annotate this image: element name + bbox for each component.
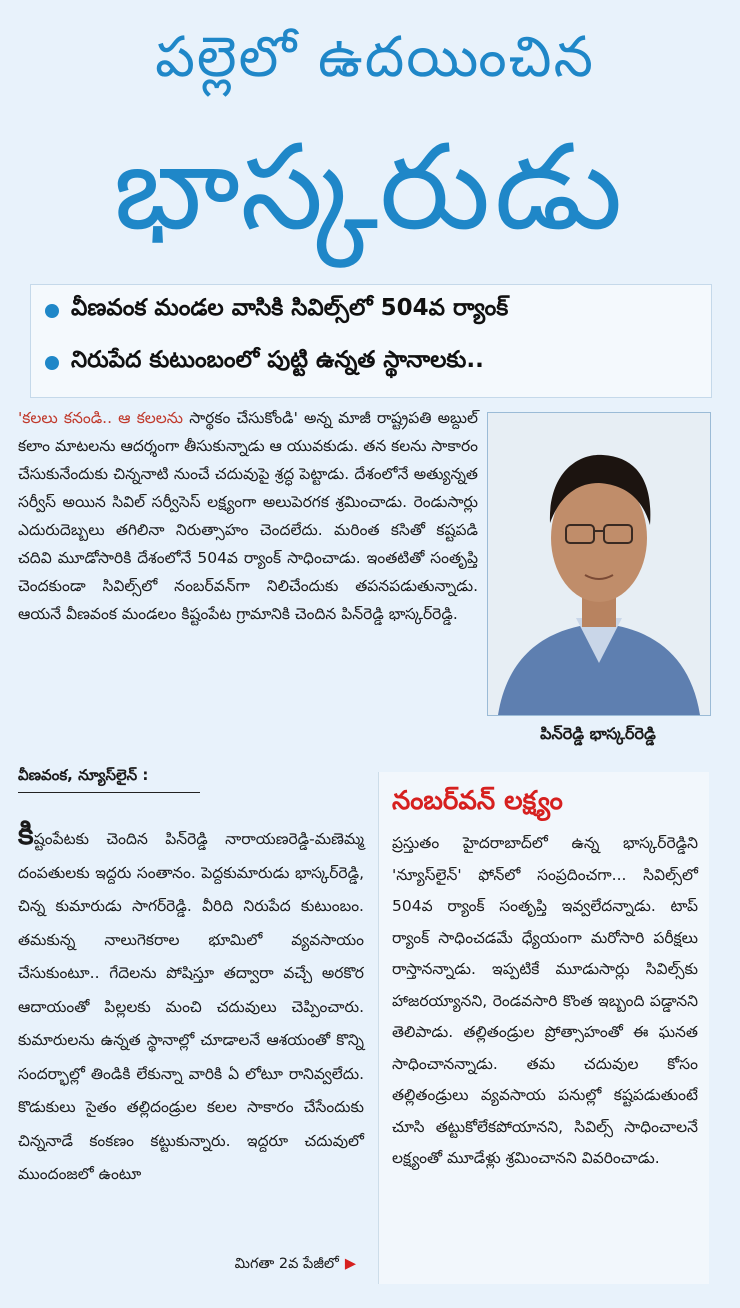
headline-line-1: పల్లెలో ఉదయించిన xyxy=(155,25,595,90)
body-left-text: ష్టంపేటకు చెందిన పిన్‌రెడ్డి నారాయణరెడ్డి-మణెమ్మ దంపతులకు ఇద్దరు సంతానం. పెద్దకుమారుడు భాస్కర్‌రెడ్డి, చిన్న కుమారుడు సాగర్‌రెడ్డి. వీరిది నిరుపేద కుటుంబం. తమకున్న నాలుగెకరాల భూమిలో వ్యవసాయం చేసుకుంటూ.. గేదెలను పోషిస్తూ తద్వారా వచ్చే అరకొర ఆదాయంతో పిల్లలకు మంచి చదువులు చెప్పించారు. కుమారులను ఉన్నత స్థానాల్లో చూడాలనే ఆశయంతో కొన్ని సందర్భాల్లో తిండికి లేకున్నా వారికి ఏ లోటూ రానివ్వలేదు. కొడుకులు సైతం తల్లిదండ్రుల కలల సాకారం చేసేందుకు చిన్ననాడే కంకణం కట్టుకున్నారు. ఇద్దరూ చదువులో ముందంజలో ఉంటూ xyxy=(18,830,364,1183)
sidebar-title: నంబర్‌వన్ లక్ష్యం xyxy=(392,786,563,816)
play-arrow-icon: ▶ xyxy=(344,1256,356,1272)
highlights-box xyxy=(30,284,712,398)
dateline: వీణవంక, న్యూస్‌లైన్ : xyxy=(18,766,200,793)
intro-quote: 'కలలు కనండి.. ఆ కలలను xyxy=(18,409,184,427)
bullet-dot-icon xyxy=(45,356,59,370)
sidebar-text: ప్రస్తుతం హైదరాబాద్‌లో ఉన్న భాస్కర్‌రెడ్డిని 'న్యూస్‌లైన్' ఫోన్‌లో సంప్రదించగా... సివిల్స్‌లో 504వ ర్యాంక్ సంతృప్తి ఇవ్వలేదన్నాడు. టాప్ ర్యాంక్ సాధించడమే ధ్యేయంగా మరోసారి పరీక్షలు రాస్తానన్నాడు. ఇప్పటికే మూడుసార్లు సివిల్స్‌కు హాజరయ్యానని, రెండవసారి కొంత ఇబ్బంది పడ్డానని తెలిపాడు. తల్లితండ్రుల ప్రోత్సాహంతో ఈ ఘనత సాధించానన్నాడు. తమ చదువుల కోసం తల్లితండ్రులు వ్యవసాయ పనుల్లో కష్టపడుతుంటే చూసి తట్టుకోలేకపోయానని, సివిల్స్ సాధించాలనే లక్ష్యంతో మూడేళ్లు శ్రమించానని వివరించాడు. xyxy=(392,834,698,1167)
highlight-item xyxy=(31,285,711,337)
headline-line-2: భాస్కరుడు xyxy=(113,118,627,256)
continue-link[interactable] xyxy=(180,1256,356,1276)
intro-text: సార్థకం చేసుకోండి' అన్న మాజీ రాష్ట్రపతి అబ్దుల్ కలాం మాటలను ఆదర్శంగా తీసుకున్నాడు ఆ యువకుడు. తన కలను సాకారం చేసుకునేందుకు చిన్ననాటి నుంచే చదువుపై శ్రద్ధ పెట్టాడు. దేశంలోనే అత్యున్నత సర్వీస్ అయిన సివిల్ సర్వీసెస్ లక్ష్యంగా అలుపెరగక శ్రమించాడు. రెండుసార్లు ఎదురుదెబ్బలు తగిలినా నిరుత్సాహం చెందలేదు. మరింత కసితో కష్టపడి చదివి మూడోసారికి దేశంలోనే 504వ ర్యాంక్ సాధించాడు. ఇంతటితో సంతృప్తి చెందకుండా సివిల్స్‌లో నంబర్‌వన్‌గా నిలిచేందుకు తపనపడుతున్నాడు. ఆయనే వీణవంక మండలం కిష్టంపేట గ్రామానికి చెందిన పిన్‌రెడ్డి భాస్కర్‌రెడ్డి. xyxy=(18,409,478,623)
continue-label: మిగతా 2వ పేజీలో xyxy=(234,1256,339,1272)
drop-cap: కి xyxy=(18,817,34,852)
bullet-dot-icon xyxy=(45,304,59,318)
highlight-text: వీణవంక మండల వాసికి సివిల్స్‌లో 504వ ర్యాంక్ xyxy=(71,295,509,321)
highlight-text: నిరుపేద కుటుంబంలో పుట్టి ఉన్నత స్థానాలకు.. xyxy=(71,347,484,373)
highlight-item xyxy=(31,337,711,389)
intro-paragraph xyxy=(18,404,478,628)
photo-caption: పిన్‌రెడ్డి భాస్కర్‌రెడ్డి xyxy=(540,724,656,743)
portrait-photo xyxy=(487,412,711,716)
body-left-column xyxy=(18,818,364,1192)
person-portrait-icon xyxy=(488,413,710,715)
